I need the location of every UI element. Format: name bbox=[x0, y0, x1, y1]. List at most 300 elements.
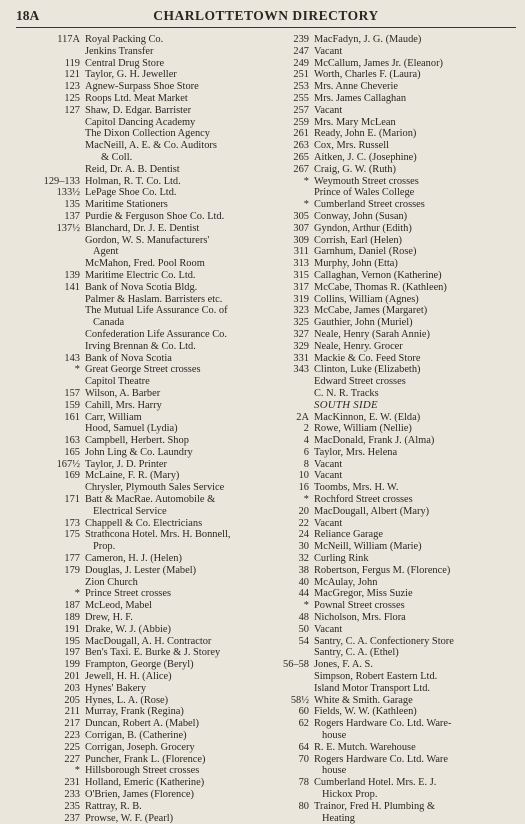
directory-entry bbox=[267, 565, 519, 577]
entry-text: Clinton, Luke (Elizabeth) bbox=[314, 364, 421, 376]
entry-text: Puncher, Frank L. (Florence) bbox=[85, 753, 206, 765]
street-number: 179 bbox=[64, 564, 80, 576]
directory-entry bbox=[267, 246, 519, 258]
directory-entry bbox=[267, 730, 519, 742]
entry-text: Taylor, J. D. Printer bbox=[85, 458, 167, 470]
entry-text: Vacant bbox=[314, 458, 343, 470]
directory-entry bbox=[267, 636, 519, 648]
directory-entry bbox=[16, 695, 249, 707]
entry-text: Capitol Dancing Academy bbox=[85, 116, 196, 128]
entry-text: Maritime Stationers bbox=[85, 199, 168, 211]
directory-entry bbox=[267, 695, 519, 707]
entry-text: Carr, William bbox=[85, 411, 142, 423]
page-title: CHARLOTTETOWN DIRECTORY bbox=[153, 8, 379, 23]
directory-entry bbox=[267, 612, 519, 624]
directory-entry bbox=[16, 317, 249, 329]
entry-text: Toombs, Mrs. H. W. bbox=[314, 482, 399, 494]
entry-text: MacGregor, Miss Suzie bbox=[314, 588, 413, 600]
street-number: 80 bbox=[298, 800, 309, 812]
entry-text: Rogers Hardware Co. Ltd. Ware- bbox=[314, 718, 452, 730]
directory-entry bbox=[267, 105, 519, 117]
entry-text: Weymouth Street crosses bbox=[314, 175, 419, 187]
entry-text: Craig, G. W. (Ruth) bbox=[314, 163, 396, 175]
directory-entry bbox=[267, 58, 519, 70]
entry-text: Zion Church bbox=[85, 576, 138, 588]
entry-text: Pownal Street crosses bbox=[314, 600, 405, 612]
entry-text: Holland, Emeric (Katherine) bbox=[85, 777, 205, 789]
street-number: 327 bbox=[293, 328, 309, 340]
street-number: 329 bbox=[293, 340, 309, 352]
entry-text: The Dixon Collection Agency bbox=[85, 128, 210, 140]
directory-entry bbox=[16, 529, 249, 541]
header-rule bbox=[16, 27, 516, 28]
directory-entry bbox=[16, 435, 249, 447]
directory-entry bbox=[267, 683, 519, 695]
street-number: 171 bbox=[64, 494, 80, 506]
directory-entry bbox=[16, 117, 249, 129]
street-number: 141 bbox=[64, 281, 80, 293]
directory-entry bbox=[267, 706, 519, 718]
directory-entry bbox=[267, 742, 519, 754]
street-number: 48 bbox=[298, 612, 309, 624]
directory-entry bbox=[267, 423, 519, 435]
directory-entry bbox=[267, 353, 519, 365]
directory-entry bbox=[16, 647, 249, 659]
directory-entry bbox=[16, 341, 249, 353]
street-number: 125 bbox=[64, 92, 80, 104]
entry-text: Capitol Theatre bbox=[85, 376, 150, 388]
entry-text: Hood, Samuel (Lydia) bbox=[85, 423, 178, 435]
directory-entry bbox=[267, 541, 519, 553]
entry-text: Vacant bbox=[314, 517, 343, 529]
street-number: * bbox=[303, 175, 309, 187]
right-column bbox=[267, 34, 519, 824]
entry-text: Central Drug Store bbox=[85, 57, 165, 69]
entry-text: LePage Shoe Co. Ltd. bbox=[85, 187, 177, 199]
entry-text: Worth, Charles F. (Laura) bbox=[314, 69, 421, 81]
street-crossing bbox=[16, 765, 249, 777]
directory-entry bbox=[267, 659, 519, 671]
street-number: 217 bbox=[64, 718, 80, 730]
directory-entry bbox=[267, 801, 519, 813]
street-number: 135 bbox=[64, 199, 80, 211]
entry-text: Confederation Life Assurance Co. bbox=[85, 328, 227, 340]
street-number: 197 bbox=[64, 647, 80, 659]
entry-text: Holman, R. T. Co. Ltd. bbox=[85, 175, 181, 187]
street-number: 187 bbox=[64, 600, 80, 612]
directory-entry bbox=[16, 93, 249, 105]
entry-text: Frampton, George (Beryl) bbox=[85, 659, 194, 671]
directory-entry bbox=[267, 93, 519, 105]
street-number: 319 bbox=[293, 293, 309, 305]
entry-text: Cameron, H. J. (Helen) bbox=[85, 553, 182, 565]
directory-entry bbox=[267, 305, 519, 317]
entry-text: Corrigan, B. (Catherine) bbox=[85, 730, 187, 742]
entry-text: Nicholson, Mrs. Flora bbox=[314, 612, 406, 624]
entry-text: Agnew-Surpass Shoe Store bbox=[85, 81, 199, 93]
entry-text: McCabe, James (Margaret) bbox=[314, 305, 428, 317]
street-number: 247 bbox=[293, 45, 309, 57]
directory-entry bbox=[16, 140, 249, 152]
entry-text: Santry, C. A. Confectionery Store bbox=[314, 635, 454, 647]
street-number: 211 bbox=[64, 706, 80, 718]
directory-entry bbox=[267, 718, 519, 730]
entry-text: O'Brien, James (Florence) bbox=[85, 789, 194, 800]
street-number: * bbox=[74, 765, 80, 777]
street-number: 325 bbox=[293, 317, 309, 329]
entry-text: Gyndon, Arthur (Edith) bbox=[314, 222, 412, 234]
directory-entry bbox=[16, 813, 249, 824]
street-number: 169 bbox=[64, 470, 80, 482]
entry-text: Trainor, Fred H. Plumbing & bbox=[314, 800, 436, 812]
directory-entry bbox=[16, 801, 249, 813]
directory-entry bbox=[267, 506, 519, 518]
street-number: 137 bbox=[64, 210, 80, 222]
entry-text: Cumberland Hotel. Mrs. E. J. bbox=[314, 777, 437, 789]
street-number: 60 bbox=[298, 706, 309, 718]
street-number: 16 bbox=[298, 482, 309, 494]
entry-text: Hynes' Bakery bbox=[85, 682, 147, 694]
directory-entry bbox=[16, 470, 249, 482]
street-number: 32 bbox=[298, 553, 309, 565]
street-number: 58½ bbox=[290, 694, 309, 706]
street-number: 201 bbox=[64, 671, 80, 683]
directory-entry bbox=[16, 730, 249, 742]
street-number: 44 bbox=[298, 588, 309, 600]
street-number: 62 bbox=[298, 718, 309, 730]
entry-text: Chappell & Co. Electricians bbox=[85, 517, 203, 529]
street-number: 2A bbox=[296, 411, 309, 423]
street-crossing bbox=[16, 364, 249, 376]
street-number: 253 bbox=[293, 81, 309, 93]
directory-entry bbox=[16, 754, 249, 766]
street-number: 343 bbox=[293, 364, 309, 376]
directory-entry bbox=[267, 754, 519, 766]
directory-entry bbox=[16, 671, 249, 683]
entry-text: Blanchard, Dr. J. E. Dentist bbox=[85, 222, 200, 234]
street-crossing bbox=[16, 588, 249, 600]
street-number: 127 bbox=[64, 104, 80, 116]
entry-text: McCabe, Thomas R. (Kathleen) bbox=[314, 281, 447, 293]
street-number: 6 bbox=[303, 446, 309, 458]
street-number: 78 bbox=[298, 777, 309, 789]
directory-entry bbox=[267, 81, 519, 93]
entry-text: McNeill, William (Marie) bbox=[314, 541, 422, 553]
street-number: 50 bbox=[298, 623, 309, 635]
entry-text: Cumberland Street crosses bbox=[314, 199, 425, 211]
directory-entry bbox=[16, 270, 249, 282]
directory-entry bbox=[16, 305, 249, 317]
directory-entry bbox=[16, 506, 249, 518]
directory-entry bbox=[267, 553, 519, 565]
street-number: * bbox=[303, 199, 309, 211]
directory-entry bbox=[16, 447, 249, 459]
street-number: 239 bbox=[293, 34, 309, 45]
entry-text: Corrish, Earl (Helen) bbox=[314, 234, 403, 246]
street-number: 161 bbox=[64, 411, 80, 423]
directory-entry bbox=[267, 152, 519, 164]
street-number: 117A bbox=[57, 34, 80, 45]
street-number: 195 bbox=[64, 635, 80, 647]
directory-entry bbox=[16, 612, 249, 624]
directory-entry bbox=[16, 718, 249, 730]
directory-entry bbox=[16, 376, 249, 388]
directory-entry bbox=[267, 789, 519, 801]
entry-text: Drake, W. J. (Abbie) bbox=[85, 623, 171, 635]
directory-entry bbox=[267, 376, 519, 388]
entry-text: & Coll. bbox=[101, 151, 133, 163]
street-number: 133½ bbox=[56, 187, 80, 199]
street-number: 259 bbox=[293, 116, 309, 128]
entry-text: Rogers Hardware Co. Ltd. Ware bbox=[314, 753, 449, 765]
entry-text: Purdie & Ferguson Shoe Co. Ltd. bbox=[85, 210, 225, 222]
entry-text: Robertson, Fergus M. (Florence) bbox=[314, 564, 451, 576]
entry-text: Hickox Prop. bbox=[322, 789, 378, 800]
directory-entry bbox=[16, 176, 249, 188]
entry-text: Reliance Garage bbox=[314, 529, 383, 541]
entry-text: Rochford Street crosses bbox=[314, 494, 413, 506]
entry-text: Mrs. James Callaghan bbox=[314, 92, 407, 104]
directory-entry bbox=[16, 105, 249, 117]
street-crossing bbox=[267, 199, 519, 211]
entry-text: Cahill, Mrs. Harry bbox=[85, 399, 162, 411]
entry-text: Prop. bbox=[93, 541, 116, 553]
street-number: 175 bbox=[64, 529, 80, 541]
entry-text: Neale, Henry. Grocer bbox=[314, 340, 403, 352]
entry-text: Canada bbox=[93, 317, 125, 329]
street-number: 119 bbox=[64, 57, 80, 69]
entry-text: Agent bbox=[93, 246, 119, 258]
street-number: 309 bbox=[293, 234, 309, 246]
street-number: 261 bbox=[293, 128, 309, 140]
entry-text: Bank of Nova Scotia bbox=[85, 352, 172, 364]
section-heading bbox=[267, 400, 519, 412]
street-number: 223 bbox=[64, 730, 80, 742]
directory-entry bbox=[16, 152, 249, 164]
entry-text: McAulay, John bbox=[314, 576, 378, 588]
street-number: 235 bbox=[64, 800, 80, 812]
directory-entry bbox=[16, 294, 249, 306]
entry-text: McLaine, F. R. (Mary) bbox=[85, 470, 180, 482]
entry-text: Jenkins Transfer bbox=[85, 45, 154, 57]
entry-text: Gauthier, John (Muriel) bbox=[314, 317, 413, 329]
directory-entry bbox=[267, 164, 519, 176]
street-number: 38 bbox=[298, 564, 309, 576]
entry-text: Vacant bbox=[314, 104, 343, 116]
entry-text: Island Motor Transport Ltd. bbox=[314, 682, 431, 694]
entry-text: Bank of Nova Scotia Bldg. bbox=[85, 281, 198, 293]
directory-entry bbox=[16, 636, 249, 648]
entry-text: Cox, Mrs. Russell bbox=[314, 140, 390, 152]
entry-text: Fields, W. W. (Kathleen) bbox=[314, 706, 417, 718]
directory-entry bbox=[267, 765, 519, 777]
entry-text: house bbox=[322, 730, 347, 742]
directory-entry bbox=[267, 258, 519, 270]
entry-text: Royal Packing Co. bbox=[85, 34, 164, 45]
directory-entry bbox=[16, 258, 249, 270]
directory-entry bbox=[16, 187, 249, 199]
entry-text: Prowse, W. F. (Pearl) bbox=[85, 812, 174, 824]
directory-entry bbox=[16, 565, 249, 577]
entry-text: Neale, Henry (Sarah Annie) bbox=[314, 328, 430, 340]
street-number: 20 bbox=[298, 505, 309, 517]
entry-text: McCallum, James Jr. (Eleanor) bbox=[314, 57, 443, 69]
directory-entry bbox=[267, 459, 519, 471]
entry-text: Heating bbox=[322, 812, 355, 824]
entry-text: McLeod, Mabel bbox=[85, 600, 152, 612]
street-number: 30 bbox=[298, 541, 309, 553]
directory-entry bbox=[267, 435, 519, 447]
entry-text: Murphy, John (Etta) bbox=[314, 258, 398, 270]
street-number: 315 bbox=[293, 269, 309, 281]
directory-entry bbox=[16, 329, 249, 341]
entry-text: Reid, Dr. A. B. Dentist bbox=[85, 163, 180, 175]
entry-text: Callaghan, Vernon (Katherine) bbox=[314, 269, 442, 281]
directory-entry bbox=[16, 69, 249, 81]
entry-text: Garnhum, Daniel (Rose) bbox=[314, 246, 417, 258]
street-number: 165 bbox=[64, 446, 80, 458]
entry-text: Rattray, R. B. bbox=[85, 800, 142, 812]
entry-text: house bbox=[322, 765, 347, 777]
street-number: 123 bbox=[64, 81, 80, 93]
street-number: 237 bbox=[64, 812, 80, 824]
street-number: 2 bbox=[303, 423, 309, 435]
street-number: 305 bbox=[293, 210, 309, 222]
directory-entry bbox=[267, 777, 519, 789]
street-number: 137½ bbox=[56, 222, 80, 234]
entry-text: R. E. Mutch. Warehouse bbox=[314, 741, 416, 753]
entry-text: MacDougall, Albert (Mary) bbox=[314, 505, 430, 517]
street-number: 24 bbox=[298, 529, 309, 541]
entry-text: Prince of Wales College bbox=[314, 187, 415, 199]
directory-entry bbox=[16, 46, 249, 58]
directory-entry bbox=[16, 624, 249, 636]
street-number: 267 bbox=[293, 163, 309, 175]
entry-text: Ready, John E. (Marion) bbox=[314, 128, 417, 140]
street-number: 143 bbox=[64, 352, 80, 364]
directory-entry bbox=[16, 223, 249, 235]
directory-entry bbox=[267, 187, 519, 199]
street-number: 313 bbox=[293, 258, 309, 270]
directory-entry bbox=[16, 388, 249, 400]
directory-entry bbox=[267, 329, 519, 341]
entry-text: Duncan, Robert A. (Mabel) bbox=[85, 718, 199, 730]
page-number: 18A bbox=[16, 8, 40, 23]
directory-entry bbox=[16, 235, 249, 247]
directory-entry bbox=[16, 423, 249, 435]
street-number: 8 bbox=[303, 458, 309, 470]
directory-entry bbox=[16, 789, 249, 801]
directory-entry bbox=[267, 270, 519, 282]
entry-text: Vacant bbox=[314, 623, 343, 635]
directory-entry bbox=[267, 647, 519, 659]
street-number: 331 bbox=[293, 352, 309, 364]
street-number: 263 bbox=[293, 140, 309, 152]
entry-text: Santry, C. A. (Ethel) bbox=[314, 647, 399, 659]
street-number: 311 bbox=[293, 246, 309, 258]
directory-entry bbox=[267, 341, 519, 353]
entry-text: Campbell, Herbert. Shop bbox=[85, 435, 189, 447]
directory-entry bbox=[16, 518, 249, 530]
street-number: 255 bbox=[293, 92, 309, 104]
entry-text: Gordon, W. S. Manufacturers' bbox=[85, 234, 210, 246]
directory-entry bbox=[267, 518, 519, 530]
page-header bbox=[16, 8, 516, 26]
entry-text: C. N. R. Tracks bbox=[314, 387, 379, 399]
entry-text: Batt & MacRae. Automobile & bbox=[85, 494, 216, 506]
directory-entry bbox=[16, 199, 249, 211]
street-number: 139 bbox=[64, 269, 80, 281]
directory-entry bbox=[267, 317, 519, 329]
street-crossing bbox=[267, 494, 519, 506]
street-number: 199 bbox=[64, 659, 80, 671]
entry-text: Wilson, A. Barber bbox=[85, 387, 161, 399]
entry-text: John Ling & Co. Laundry bbox=[85, 446, 193, 458]
entry-text: Murray, Frank (Regina) bbox=[85, 706, 184, 718]
entry-text: Conway, John (Susan) bbox=[314, 210, 408, 222]
directory-entry bbox=[16, 459, 249, 471]
street-number: 121 bbox=[64, 69, 80, 81]
entry-text: Maritime Electric Co. Ltd. bbox=[85, 269, 196, 281]
entry-text: MacDougall, A. H. Contractor bbox=[85, 635, 212, 647]
directory-entry bbox=[16, 659, 249, 671]
entry-text: Hynes, L. A. (Rose) bbox=[85, 694, 169, 706]
directory-entry bbox=[16, 777, 249, 789]
directory-entry bbox=[267, 364, 519, 376]
street-number: 157 bbox=[64, 387, 80, 399]
directory-entry bbox=[16, 164, 249, 176]
street-number: * bbox=[303, 600, 309, 612]
section-title: SOUTH SIDE bbox=[314, 398, 378, 411]
entry-text: Aitken, J. C. (Josephine) bbox=[314, 151, 417, 163]
entry-text: Jewell, H. H. (Alice) bbox=[85, 671, 172, 683]
directory-entry bbox=[267, 294, 519, 306]
directory-entry bbox=[267, 69, 519, 81]
street-number: 251 bbox=[293, 69, 309, 81]
entry-text: Roops Ltd. Meat Market bbox=[85, 92, 188, 104]
street-number: 233 bbox=[64, 789, 80, 800]
entry-text: Palmer & Haslam. Barristers etc. bbox=[85, 293, 223, 305]
entry-text: McMahon, Fred. Pool Room bbox=[85, 258, 205, 270]
street-number: * bbox=[303, 494, 309, 506]
directory-entry bbox=[16, 282, 249, 294]
directory-entry bbox=[267, 412, 519, 424]
street-number: 159 bbox=[64, 399, 80, 411]
street-crossing bbox=[267, 176, 519, 188]
entry-text: Vacant bbox=[314, 45, 343, 57]
directory-entry bbox=[267, 447, 519, 459]
street-number: 173 bbox=[64, 517, 80, 529]
directory-entry bbox=[267, 588, 519, 600]
directory-entry bbox=[267, 624, 519, 636]
directory-entry bbox=[267, 388, 519, 400]
entry-text: Vacant bbox=[314, 470, 343, 482]
street-number: 10 bbox=[298, 470, 309, 482]
directory-entry bbox=[267, 128, 519, 140]
directory-entry bbox=[267, 34, 519, 46]
entry-text: Mrs. Mary McLean bbox=[314, 116, 396, 128]
street-number: 203 bbox=[64, 682, 80, 694]
street-number: 56–58 bbox=[283, 659, 309, 671]
street-number: 317 bbox=[293, 281, 309, 293]
directory-entry bbox=[267, 529, 519, 541]
street-number: 205 bbox=[64, 694, 80, 706]
directory-entry bbox=[16, 600, 249, 612]
street-number: 40 bbox=[298, 576, 309, 588]
street-number: 265 bbox=[293, 151, 309, 163]
directory-entry bbox=[16, 246, 249, 258]
entry-text: Irving Brennan & Co. Ltd. bbox=[85, 340, 196, 352]
